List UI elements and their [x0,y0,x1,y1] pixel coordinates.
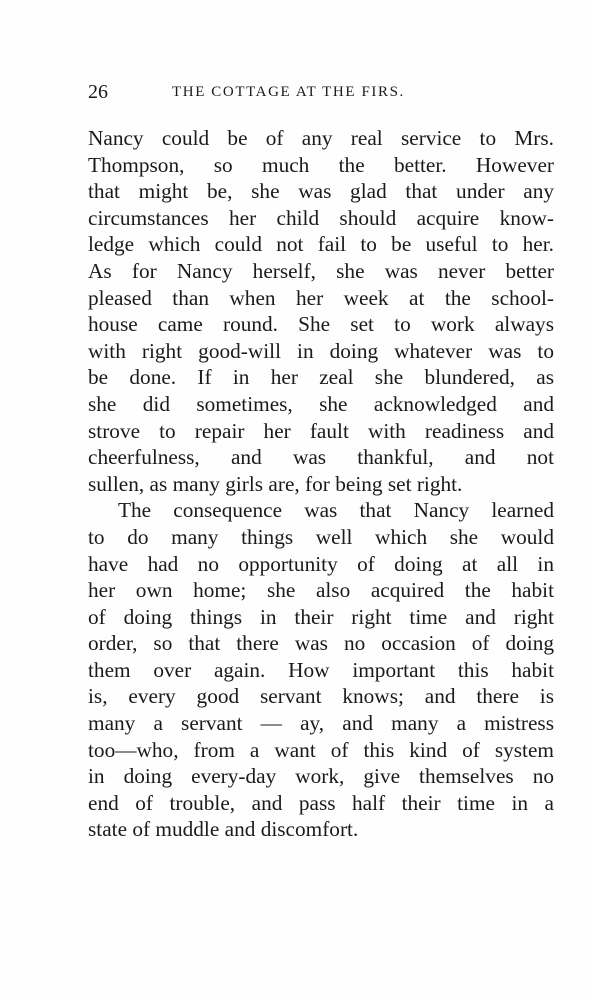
text-line: have had no opportunity of doing at all in [88,551,554,576]
running-title: THE COTTAGE AT THE FIRS. [172,84,405,100]
text-line: that might be, she was glad that under any [88,179,554,204]
text-line: Nancy could be of any real service to Mrs. [88,126,554,150]
text-line: in doing every-day work, give themselves no [88,764,554,789]
text-line: pleased than when her week at the school- [88,285,554,310]
text-line: to do many things well which she would [88,524,554,549]
text-line: is, every good servant knows; and there is [88,684,554,709]
text-line: of doing things in their right time and right [88,604,554,629]
text-line: As for Nancy herself, she was never better [88,258,554,283]
text-line: too—who, from a want of this kind of system [88,737,554,762]
text-line: cheerfulness, and was thankful, and not [88,445,554,470]
text-line: ledge which could not fail to be useful to her. [88,232,554,257]
text-line: order, so that there was no occasion of doing [88,631,554,656]
body-text [88,125,554,843]
text-line: strove to repair her fault with readiness and [88,418,554,443]
text-line: Thompson, so much the better. However [88,152,554,177]
text-line: state of muddle and discomfort. [88,817,359,842]
text-line: circumstances her child should acquire know- [88,205,554,230]
text-line: many a servant — ay, and many a mistress [88,711,554,736]
text-line: she did sometimes, she acknowledged and [88,391,554,416]
page-number: 26 [88,81,108,103]
text-line: them over again. How important this habit [88,657,554,682]
text-line: house came round. She set to work always [88,312,554,337]
text-line: her own home; she also acquired the habit [88,578,554,603]
text-line: be done. If in her zeal she blundered, as [88,365,554,390]
text-line: with right good-will in doing whatever was to [88,338,554,363]
text-line: The consequence was that Nancy learned [118,498,554,523]
text-line: sullen, as many girls are, for being set right. [88,471,463,496]
text-line: end of trouble, and pass half their time in a [88,790,554,815]
running-head [88,79,470,105]
